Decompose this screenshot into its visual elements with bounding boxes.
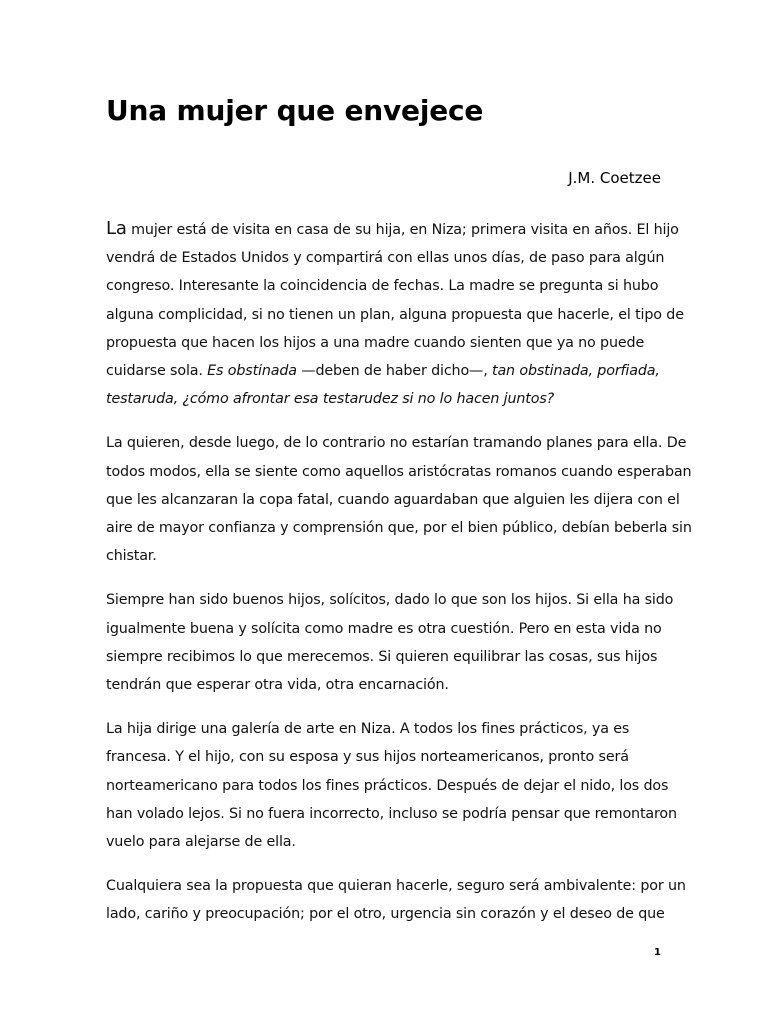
text-line xyxy=(106,429,687,457)
text-segment: mujer está de visita en casa de su hija, en Niza; primera visita en años. El hijo xyxy=(126,222,679,238)
text-segment: cuidarse sola. xyxy=(106,363,208,380)
text-segment: congreso. Interesante la coincidencia de fechas. La madre se pregunta si hubo xyxy=(106,278,659,295)
text-line xyxy=(106,615,662,643)
text-line xyxy=(106,458,692,486)
paragraph xyxy=(106,429,692,570)
text-segment: chistar. xyxy=(106,548,157,565)
text-segment: norteamericano para todos los fines prácticos. Después de dejar el nido, los dos xyxy=(106,777,669,794)
text-line xyxy=(106,671,662,699)
italic-text: tan obstinada, porfiada, xyxy=(491,363,660,380)
text-line xyxy=(106,828,662,856)
text-line xyxy=(106,486,680,514)
italic-text: Es obstinada xyxy=(207,363,297,380)
text-segment: Cualquiera sea la propuesta que quieran hacerle, seguro será ambivalente: por un xyxy=(106,878,686,895)
text-segment: La quieren, desde luego, de lo contrario no estarían tramando planes para ella. De xyxy=(106,435,687,452)
text-line xyxy=(106,715,662,743)
text-line xyxy=(106,385,662,413)
text-line xyxy=(106,215,679,244)
text-segment: propuesta que hacen los hijos a una madre cuando sienten que ya no puede xyxy=(106,334,645,351)
text-line xyxy=(106,514,692,542)
text-segment: francesa. Y el hijo, con su esposa y sus hijos norteamericanos, pronto será xyxy=(106,749,629,766)
text-line xyxy=(106,800,677,828)
text-segment: lado, cariño y preocupación; por el otro, urgencia sin corazón y el deseo de que xyxy=(106,906,665,923)
text-segment: alguna complicidad, si no tienen un plan, alguna propuesta que hacerle, el tipo de xyxy=(106,306,684,323)
text-line xyxy=(106,872,686,900)
paragraph xyxy=(106,715,677,856)
text-line xyxy=(106,357,662,385)
body-text xyxy=(106,215,692,945)
text-line xyxy=(106,542,662,570)
text-segment: Siempre han sido buenos hijos, solícitos, dado lo que son los hijos. Si ella ha sido xyxy=(106,592,674,609)
text-line xyxy=(106,900,665,928)
text-segment: todos modos, ella se siente como aquellos aristócratas romanos cuando esperaban xyxy=(106,463,692,480)
text-segment: vuelo para alejarse de ella. xyxy=(106,834,296,851)
text-segment: han volado lejos. Si no fuera incorrecto, incluso se podría pensar que remontaron xyxy=(106,805,677,822)
lead-word: La xyxy=(106,218,127,239)
paragraph xyxy=(106,215,684,413)
text-line xyxy=(106,743,662,771)
text-line xyxy=(106,244,665,272)
text-segment: igualmente buena y solícita como madre es otra cuestión. Pero en esta vida no xyxy=(106,620,662,637)
text-line xyxy=(106,329,662,357)
text-segment: vendrá de Estados Unidos y compartirá con ellas unos días, de paso para algún xyxy=(106,250,665,267)
text-line xyxy=(106,772,669,800)
document-title: Una mujer que envejece xyxy=(106,94,484,127)
author-name: J.M. Coetzee xyxy=(568,169,661,187)
text-segment: aire de mayor confianza y comprensión que, por el bien público, debían beberla sin xyxy=(106,520,692,537)
paragraph xyxy=(106,586,674,699)
text-line xyxy=(106,586,674,614)
page-number: 1 xyxy=(654,947,661,958)
paragraph xyxy=(106,872,686,928)
text-line xyxy=(106,301,684,329)
text-line xyxy=(106,643,662,671)
text-segment: que les alcanzaran la copa fatal, cuando aguardaban que alguien les dijera con el xyxy=(106,491,680,508)
text-segment: siempre recibimos lo que merecemos. Si quieren equilibrar las cosas, sus hijos xyxy=(106,648,658,665)
text-segment: La hija dirige una galería de arte en Niza. A todos los fines prácticos, ya es xyxy=(106,721,630,738)
text-line xyxy=(106,272,662,300)
text-segment: —deben de haber dicho—, xyxy=(296,363,492,380)
italic-text: testaruda, ¿cómo afrontar esa testarudez si no lo hacen juntos? xyxy=(106,391,555,408)
text-segment: tendrán que esperar otra vida, otra encarnación. xyxy=(106,677,449,694)
